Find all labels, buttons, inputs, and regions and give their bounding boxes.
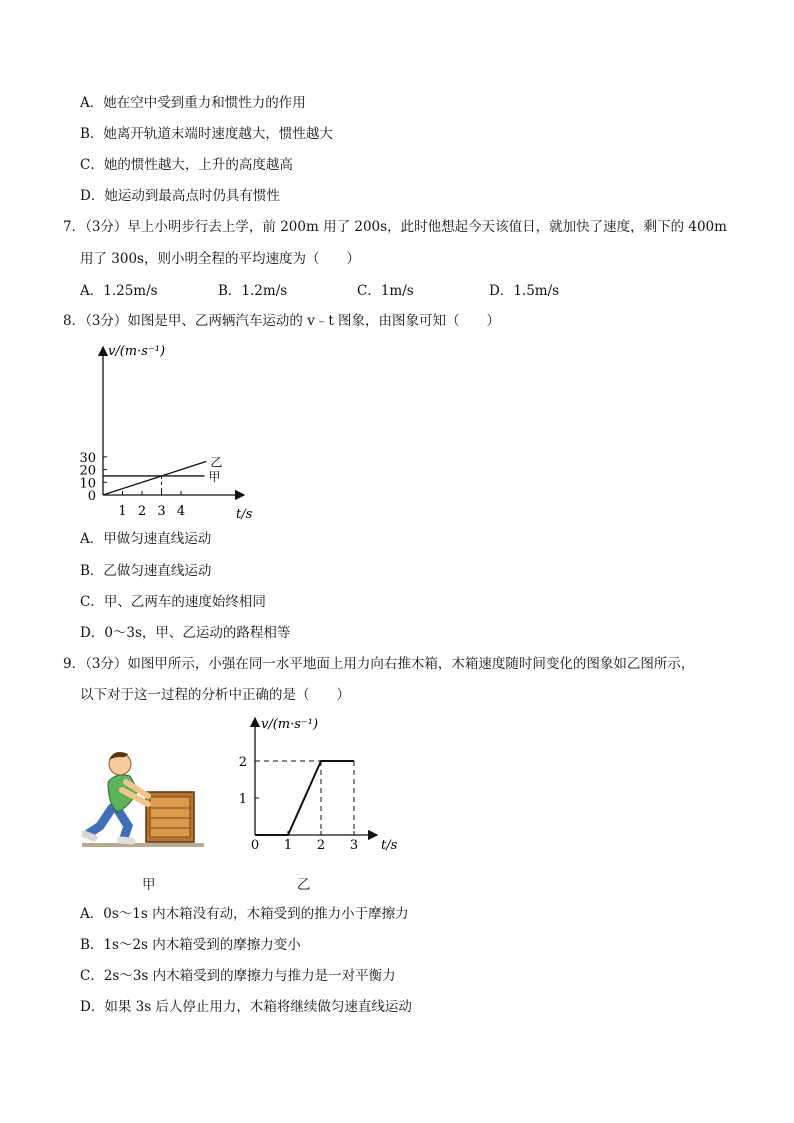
y-tick-label: 10 (79, 476, 96, 492)
x-tick-label: 4 (176, 504, 186, 519)
series-line-2 (103, 461, 206, 495)
q8-option-a: A．甲做匀速直线运动 (80, 531, 212, 547)
ground-strip (82, 843, 204, 847)
figure-label-yi: 乙 (297, 877, 311, 893)
x-tick-label: 3 (157, 504, 166, 519)
q9-option-d: D．如果 3s 后人停止用力，木箱将继续做匀速直线运动 (80, 999, 412, 1015)
q8-option-c: C．甲、乙两车的速度始终相同 (80, 594, 266, 610)
q7-option-d: D．1.5m/s (489, 283, 560, 299)
y-axis-label: v/(m·s⁻¹) (261, 717, 319, 732)
x-tick-label: 2 (137, 504, 147, 519)
q7-stem-line2: 用了 300s，则小明全程的平均速度为（ ） (80, 251, 360, 267)
q9-vt-chart (235, 712, 415, 862)
series-label: 乙 (210, 455, 223, 470)
x-tick-label: 1 (283, 838, 293, 853)
q9-stem-line1: 9．（3分）如图甲所示，小强在同一水平地面上用力向右推木箱，木箱速度随时间变化的图象如乙图所示， (63, 656, 695, 672)
y-tick-label: 30 (79, 450, 96, 466)
x-axis-label: t/s (381, 838, 398, 853)
y-axis-label: v/(m·s⁻¹) (108, 344, 166, 359)
q6-option-c: C．她的惯性越大，上升的高度越高 (80, 157, 293, 173)
q8-option-d: D．0～3s，甲、乙运动的路程相等 (80, 625, 291, 641)
x-tick-label: 3 (349, 838, 359, 853)
q8-vt-chart (60, 335, 280, 525)
q6-option-d: D．她运动到最高点时仍具有惯性 (80, 188, 280, 204)
q7-option-c: C．1m/s (357, 283, 414, 299)
x-tick-label: 2 (316, 838, 326, 853)
y-tick-label: 2 (238, 755, 247, 770)
y-tick-label: 20 (79, 463, 96, 479)
q7-option-a: A．1.25m/s (80, 283, 158, 299)
velocity-line (255, 761, 354, 835)
y-tick-label: 1 (238, 792, 247, 807)
figure-label-jia: 甲 (142, 877, 156, 893)
wooden-box (146, 792, 194, 842)
x-tick-label: 1 (118, 504, 127, 519)
q7-option-b: B．1.2m/s (218, 283, 288, 299)
q9-stem-line2: 以下对于这一过程的分析中正确的是（ ） (80, 687, 350, 703)
q8-option-b: B．乙做匀速直线运动 (80, 563, 212, 579)
y-tick-label: 0 (87, 489, 96, 504)
q8-stem: 8．（3分）如图是甲、乙两辆汽车运动的 v﹣t 图象，由图象可知（ ） (63, 313, 501, 329)
q7-stem-line1: 7．（3分）早上小明步行去上学，前 200m 用了 200s，此时他想起今天该值日，就加快了速度，剩下的 400m (63, 219, 727, 235)
q6-option-a: A．她在空中受到重力和惯性力的作用 (80, 95, 306, 111)
boy-pushing-box-illustration (82, 730, 206, 854)
x-axis-label: t/s (236, 507, 253, 522)
origin-label: 0 (250, 838, 260, 853)
q9-option-b: B．1s～2s 内木箱受到的摩擦力变小 (80, 937, 301, 953)
series-label: 甲 (208, 469, 221, 484)
q6-option-b: B．她离开轨道末端时速度越大，惯性越大 (80, 126, 333, 142)
boy (84, 752, 148, 841)
q9-option-a: A．0s～1s 内木箱没有动，木箱受到的推力小于摩擦力 (80, 906, 409, 922)
q9-option-c: C．2s～3s 内木箱受到的摩擦力与推力是一对平衡力 (80, 968, 396, 984)
